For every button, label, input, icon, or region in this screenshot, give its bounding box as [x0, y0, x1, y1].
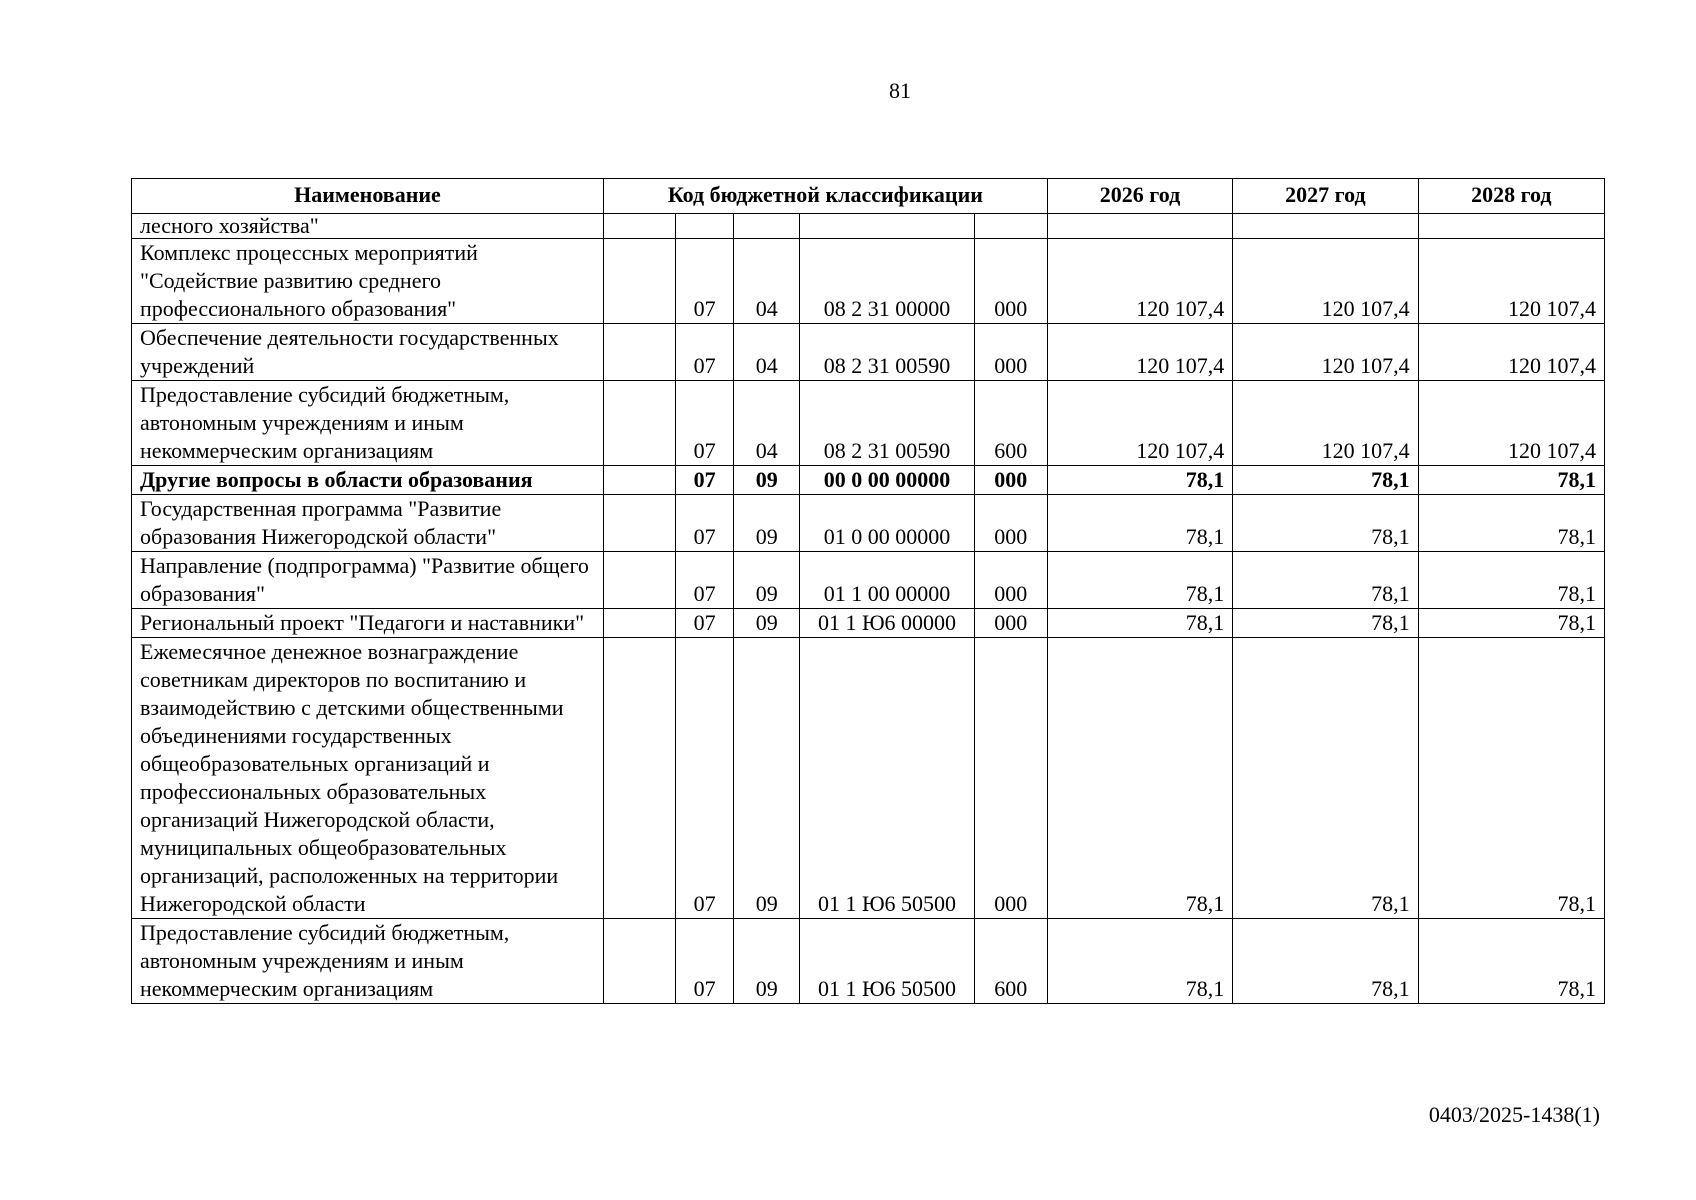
row-name: Региональный проект "Педагоги и наставники" [132, 609, 604, 638]
row-name: Ежемесячное денежное вознаграждение советникам директоров по воспитанию и взаимодействию с детскими общественными объединениями государственных общеобразовательных организаций и профессиональных образовательных организаций Нижегородской области, муниципальных общеобразовательных организаций, расположенных на территории Нижегородской области [132, 638, 604, 919]
code-target-article: 08 2 31 00000 [800, 239, 974, 324]
value-2027: 78,1 [1233, 495, 1418, 552]
blank-cell [603, 919, 675, 1004]
header-code: Код бюджетной классификации [603, 179, 1047, 214]
empty-cell [734, 214, 800, 239]
code-expense-type: 000 [974, 609, 1047, 638]
code-section: 07 [676, 466, 734, 495]
empty-cell [676, 214, 734, 239]
blank-cell [603, 638, 675, 919]
document-code: 0403/2025-1438(1) [1428, 1102, 1600, 1127]
value-2028: 78,1 [1418, 466, 1604, 495]
code-section: 07 [676, 638, 734, 919]
code-target-article: 01 1 Ю6 50500 [800, 638, 974, 919]
blank-cell [603, 214, 675, 239]
value-2027: 78,1 [1233, 466, 1418, 495]
code-expense-type: 000 [974, 324, 1047, 381]
code-section: 07 [676, 609, 734, 638]
code-subsection: 04 [734, 381, 800, 466]
row-name: Другие вопросы в области образования [132, 466, 604, 495]
value-2028: 120 107,4 [1418, 324, 1604, 381]
value-2028: 78,1 [1418, 919, 1604, 1004]
blank-cell [603, 381, 675, 466]
code-subsection: 09 [734, 466, 800, 495]
code-subsection: 09 [734, 919, 800, 1004]
code-expense-type: 600 [974, 381, 1047, 466]
header-2026: 2026 год [1047, 179, 1232, 214]
table-row [132, 466, 1605, 495]
empty-cell [1233, 214, 1418, 239]
table-row [132, 495, 1605, 552]
code-subsection: 09 [734, 638, 800, 919]
value-2028: 120 107,4 [1418, 381, 1604, 466]
code-section: 07 [676, 324, 734, 381]
code-expense-type: 600 [974, 919, 1047, 1004]
blank-cell [603, 324, 675, 381]
code-expense-type: 000 [974, 466, 1047, 495]
page-number: 81 [889, 78, 911, 103]
value-2028: 78,1 [1418, 638, 1604, 919]
row-name: Государственная программа "Развитие образования Нижегородской области" [132, 495, 604, 552]
row-name: Направление (подпрограмма) "Развитие общего образования" [132, 552, 604, 609]
value-2026: 78,1 [1047, 919, 1232, 1004]
row-name: Предоставление субсидий бюджетным, автономным учреждениям и иным некоммерческим организациям [132, 381, 604, 466]
value-2026: 120 107,4 [1047, 324, 1232, 381]
continuation-row [132, 214, 1605, 239]
budget-table [131, 178, 1605, 1004]
code-target-article: 01 1 Ю6 00000 [800, 609, 974, 638]
table-row [132, 552, 1605, 609]
value-2027: 120 107,4 [1233, 239, 1418, 324]
table-row [132, 239, 1605, 324]
code-expense-type: 000 [974, 495, 1047, 552]
code-section: 07 [676, 239, 734, 324]
code-target-article: 01 0 00 00000 [800, 495, 974, 552]
value-2028: 120 107,4 [1418, 239, 1604, 324]
value-2028: 78,1 [1418, 552, 1604, 609]
header-2027: 2027 год [1233, 179, 1418, 214]
value-2027: 78,1 [1233, 609, 1418, 638]
code-section: 07 [676, 919, 734, 1004]
code-section: 07 [676, 381, 734, 466]
table-row [132, 324, 1605, 381]
code-section: 07 [676, 495, 734, 552]
code-subsection: 04 [734, 239, 800, 324]
code-subsection: 09 [734, 495, 800, 552]
table-row [132, 381, 1605, 466]
code-expense-type: 000 [974, 239, 1047, 324]
row-name: Комплекс процессных мероприятий "Содействие развитию среднего профессионального образования" [132, 239, 604, 324]
code-target-article: 01 1 Ю6 50500 [800, 919, 974, 1004]
value-2027: 78,1 [1233, 552, 1418, 609]
blank-cell [603, 495, 675, 552]
blank-cell [603, 552, 675, 609]
code-target-article: 00 0 00 00000 [800, 466, 974, 495]
value-2027: 78,1 [1233, 638, 1418, 919]
empty-cell [800, 214, 974, 239]
value-2028: 78,1 [1418, 609, 1604, 638]
value-2026: 78,1 [1047, 638, 1232, 919]
value-2026: 78,1 [1047, 552, 1232, 609]
header-2028: 2028 год [1418, 179, 1604, 214]
value-2027: 78,1 [1233, 919, 1418, 1004]
code-subsection: 09 [734, 552, 800, 609]
value-2027: 120 107,4 [1233, 324, 1418, 381]
code-expense-type: 000 [974, 638, 1047, 919]
value-2026: 78,1 [1047, 466, 1232, 495]
code-subsection: 09 [734, 609, 800, 638]
code-target-article: 08 2 31 00590 [800, 381, 974, 466]
blank-cell [603, 239, 675, 324]
value-2026: 120 107,4 [1047, 239, 1232, 324]
code-expense-type: 000 [974, 552, 1047, 609]
row-name: Обеспечение деятельности государственных учреждений [132, 324, 604, 381]
value-2027: 120 107,4 [1233, 381, 1418, 466]
empty-cell [974, 214, 1047, 239]
value-2026: 120 107,4 [1047, 381, 1232, 466]
code-subsection: 04 [734, 324, 800, 381]
continuation-text: лесного хозяйства" [132, 214, 604, 239]
empty-cell [1047, 214, 1232, 239]
table-row [132, 638, 1605, 919]
table-body [132, 214, 1605, 1004]
value-2026: 78,1 [1047, 609, 1232, 638]
blank-cell [603, 609, 675, 638]
code-section: 07 [676, 552, 734, 609]
row-name: Предоставление субсидий бюджетным, автономным учреждениям и иным некоммерческим организациям [132, 919, 604, 1004]
value-2028: 78,1 [1418, 495, 1604, 552]
value-2026: 78,1 [1047, 495, 1232, 552]
header-name: Наименование [132, 179, 604, 214]
code-target-article: 01 1 00 00000 [800, 552, 974, 609]
table-header-row [132, 179, 1605, 214]
blank-cell [603, 466, 675, 495]
table-row [132, 919, 1605, 1004]
code-target-article: 08 2 31 00590 [800, 324, 974, 381]
table-row [132, 609, 1605, 638]
empty-cell [1418, 214, 1604, 239]
